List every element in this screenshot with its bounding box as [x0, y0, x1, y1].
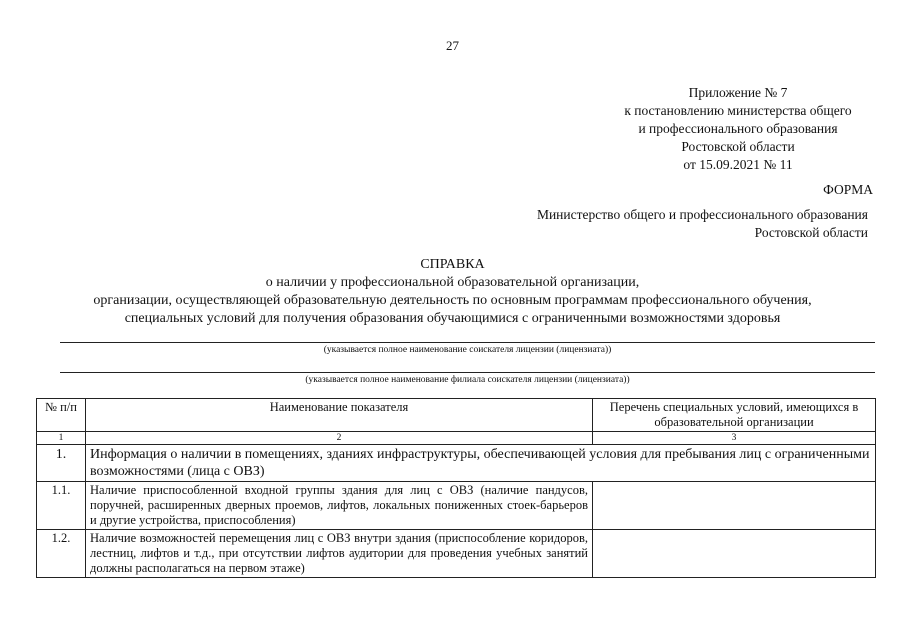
conditions-table	[36, 398, 876, 578]
row-text: Наличие возможностей перемещения лиц с ОВЗ внутри здания (приспособление коридоров, лестниц, лифтов и т.д., при отсутствии лифтов аудитории для проведения учебных занятий должны располагаться на первом этаже)	[86, 530, 593, 578]
title-line: организации, осуществляющей образовательную деятельность по основным программам профессионального обучения,	[93, 293, 812, 308]
ministry-block	[480, 206, 900, 242]
branch-name-line[interactable]	[60, 372, 875, 373]
title-main: СПРАВКА	[420, 257, 485, 272]
title-line: специальных условий для получения образования обучающимися с ограниченными возможностями здоровья	[124, 311, 781, 326]
appendix-block	[560, 84, 905, 174]
table-row	[37, 530, 876, 578]
row-num: 1.2.	[37, 530, 86, 578]
section-num: 1.	[37, 445, 86, 482]
col-number: 2	[86, 432, 593, 445]
row-value-cell[interactable]	[593, 530, 876, 578]
appendix-line: Приложение № 7	[688, 85, 788, 100]
section-text: Информация о наличии в помещениях, зданиях инфраструктуры, обеспечивающей условия для пребывания лиц с ограниченными возможностями (лица с ОВЗ)	[86, 445, 876, 482]
row-text: Наличие приспособленной входной группы здания для лиц с ОВЗ (наличие пандусов, поручней, расширенных дверных проемов, лифтов, локальных пониженных стоек-барьеров и другие устройства, приспособления)	[86, 482, 593, 530]
column-number-row	[37, 432, 876, 445]
appendix-line: от 15.09.2021 № 11	[683, 157, 793, 172]
col-number: 3	[593, 432, 876, 445]
ministry-line: Ростовской области	[754, 225, 868, 240]
section-row	[37, 445, 876, 482]
ministry-line: Министерство общего и профессионального образования	[536, 207, 868, 222]
table-row	[37, 482, 876, 530]
document-title	[0, 256, 905, 328]
header-name: Наименование показателя	[86, 399, 593, 432]
col-number: 1	[37, 432, 86, 445]
page-number: 27	[446, 38, 459, 53]
branch-caption: (указывается полное наименование филиала соискателя лицензии (лицензиата))	[305, 375, 630, 385]
appendix-line: и профессионального образования	[638, 121, 838, 136]
form-label: ФОРМА	[823, 182, 873, 197]
applicant-caption: (указывается полное наименование соискателя лицензии (лицензиата))	[323, 345, 612, 355]
row-num: 1.1.	[37, 482, 86, 530]
row-value-cell[interactable]	[593, 482, 876, 530]
header-num: № п/п	[37, 399, 86, 432]
applicant-name-line[interactable]	[60, 342, 875, 343]
header-conditions: Перечень специальных условий, имеющихся в образовательной организации	[593, 399, 876, 432]
title-line: о наличии у профессиональной образовательной организации,	[265, 275, 640, 290]
appendix-line: к постановлению министерства общего	[624, 103, 852, 118]
appendix-line: Ростовской области	[681, 139, 795, 154]
table-header-row	[37, 399, 876, 432]
